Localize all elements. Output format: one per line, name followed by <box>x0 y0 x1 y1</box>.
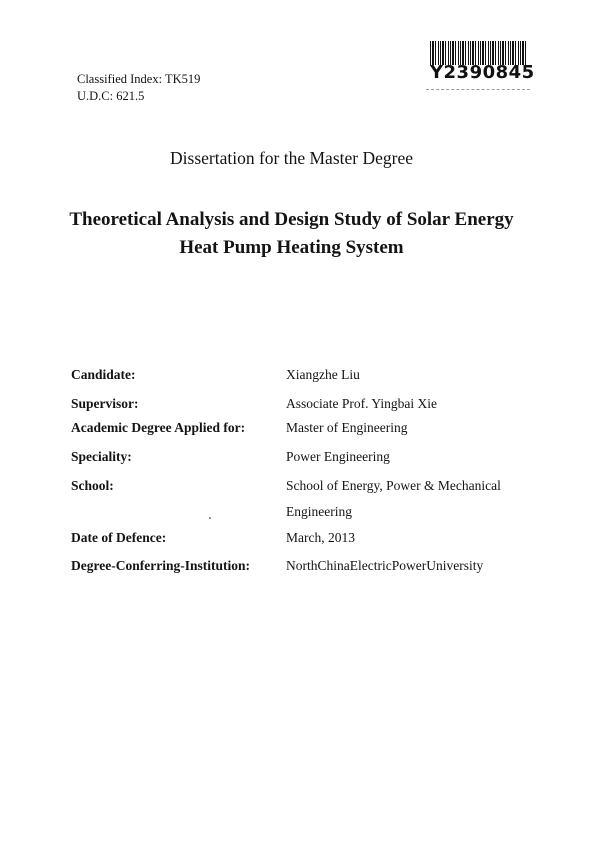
info-label: Date of Defence: <box>71 530 167 545</box>
info-value: March, 2013 <box>286 530 355 545</box>
info-value: School of Energy, Power & Mechanical Engineering <box>286 478 501 519</box>
info-label: Academic Degree Applied for: <box>71 420 246 435</box>
info-label: Supervisor: <box>71 396 139 411</box>
info-label: Degree-Conferring-Institution: <box>71 558 250 573</box>
info-value: Xiangzhe Liu <box>286 367 360 382</box>
udc-code: U.D.C: 621.5 <box>77 89 145 103</box>
barcode-stamp <box>428 41 535 83</box>
thesis-title-line1: Theoretical Analysis and Design Study of Solar Energy <box>69 209 514 230</box>
info-value: Power Engineering <box>286 449 390 464</box>
info-value: Associate Prof. Yingbai Xie <box>286 396 437 411</box>
info-value: NorthChinaElectricPowerUniversity <box>286 558 484 573</box>
info-value: Master of Engineering <box>286 420 408 435</box>
barcode-number: Y2390845 <box>430 62 535 83</box>
thesis-title <box>0 206 583 262</box>
dissertation-type: Dissertation for the Master Degree <box>170 148 413 168</box>
info-label: School: <box>71 478 114 493</box>
scan-speck <box>209 517 211 519</box>
info-label: Speciality: <box>71 449 132 464</box>
barcode-underline <box>426 89 530 90</box>
thesis-title-line2: Heat Pump Heating System <box>179 237 404 258</box>
info-label: Candidate: <box>71 367 136 382</box>
classified-index: Classified Index: TK519 <box>77 72 201 86</box>
